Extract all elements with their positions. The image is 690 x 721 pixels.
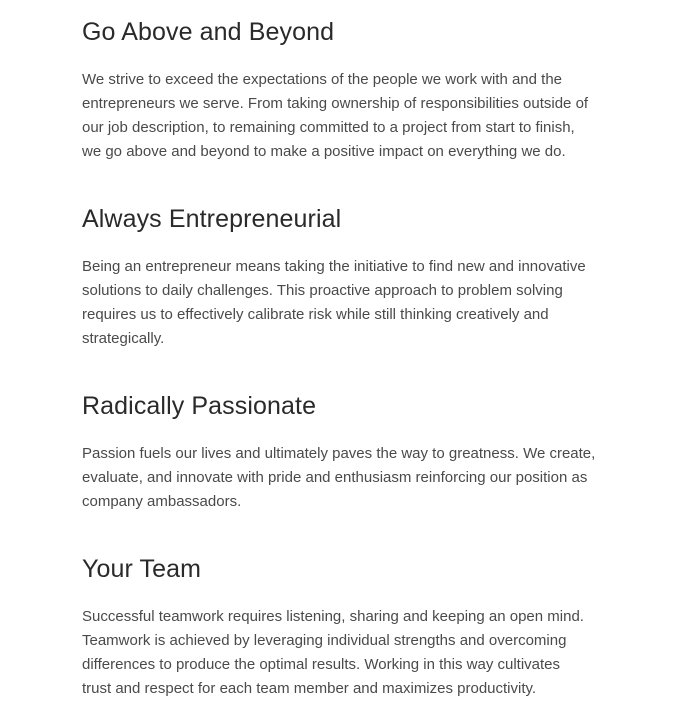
section-body xyxy=(82,255,622,351)
body-line: Teamwork is achieved by leveraging individual strengths and overcoming xyxy=(82,632,567,649)
body-line: our job description, to remaining committed to a project from start to finish, xyxy=(82,119,575,136)
body-line: Passion fuels our lives and ultimately paves the way to greatness. We create, xyxy=(82,445,596,462)
body-line: entrepreneurs we serve. From taking ownership of responsibilities outside of xyxy=(82,95,589,112)
body-line: company ambassadors. xyxy=(82,493,242,510)
section-heading: Your Team xyxy=(82,555,202,583)
body-line: We strive to exceed the expectations of the people we work with and the xyxy=(82,71,562,88)
section-body xyxy=(82,605,622,701)
section-heading: Always Entrepreneurial xyxy=(82,205,342,233)
body-line: evaluate, and innovate with pride and enthusiasm reinforcing our position as xyxy=(82,469,588,486)
section-body xyxy=(82,68,622,164)
body-line: we go above and beyond to make a positive impact on everything we do. xyxy=(82,143,566,160)
section-heading: Radically Passionate xyxy=(82,392,317,420)
section-your-team xyxy=(82,553,622,697)
body-line: trust and respect for each team member and maximizes productivity. xyxy=(82,680,537,697)
section-heading: Go Above and Beyond xyxy=(82,18,335,46)
section-radically-passionate xyxy=(82,390,622,510)
body-line: Being an entrepreneur means taking the initiative to find new and innovative xyxy=(82,258,586,275)
body-line: strategically. xyxy=(82,330,165,347)
section-always-entrepreneurial xyxy=(82,203,622,347)
body-line: solutions to daily challenges. This proactive approach to problem solving xyxy=(82,282,563,299)
body-line: Successful teamwork requires listening, sharing and keeping an open mind. xyxy=(82,608,584,625)
body-line: requires us to effectively calibrate risk while still thinking creatively and xyxy=(82,306,549,323)
body-line: differences to produce the optimal results. Working in this way cultivates xyxy=(82,656,561,673)
section-body xyxy=(82,442,622,514)
section-go-above-and-beyond xyxy=(82,16,622,160)
